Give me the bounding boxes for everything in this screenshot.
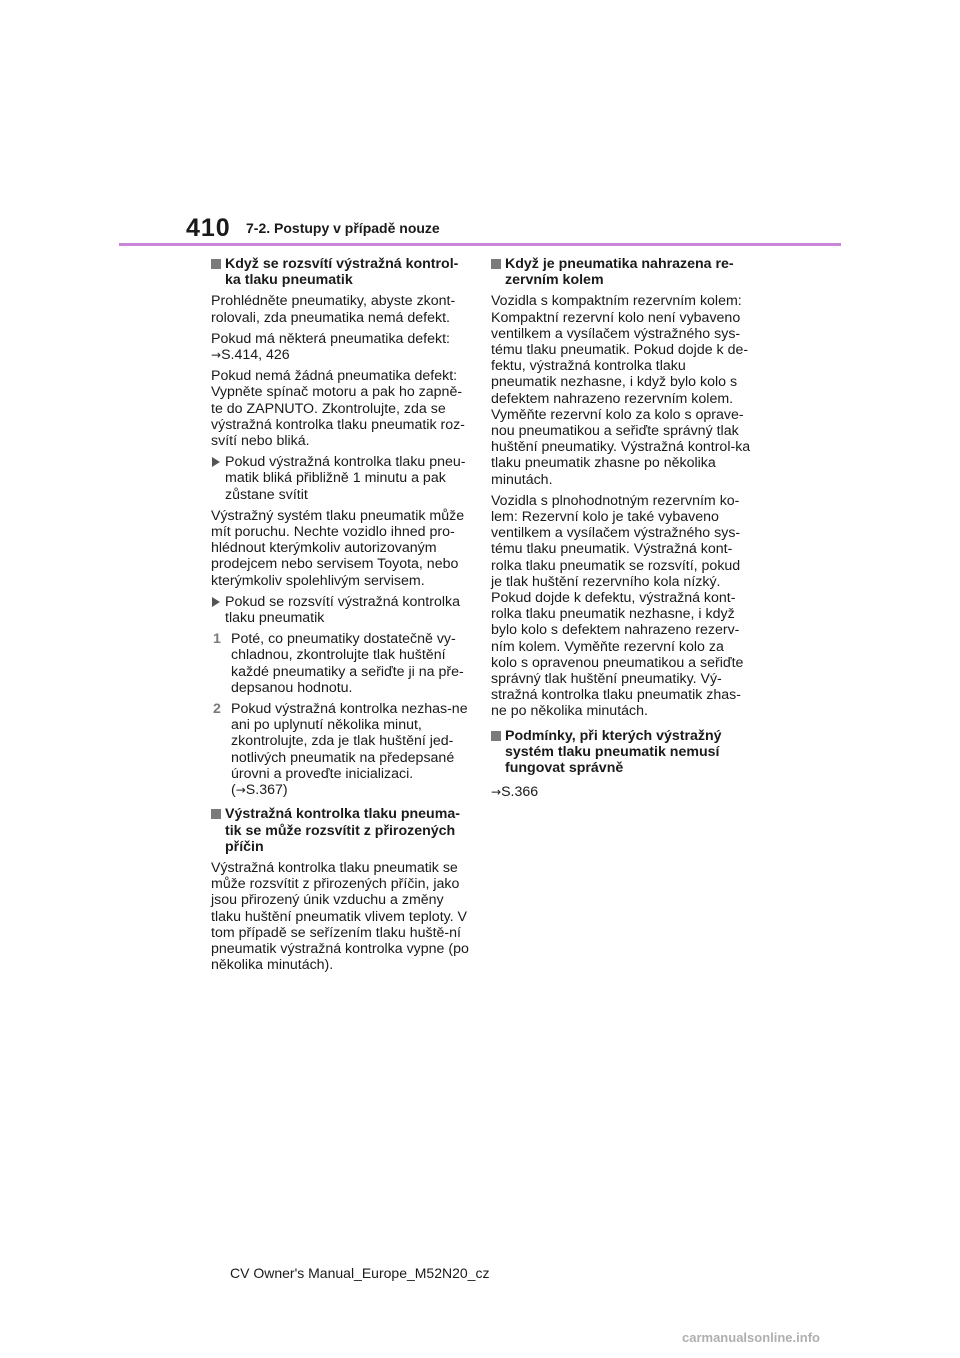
header-divider: [119, 243, 841, 246]
heading-spare-wheel: Když je pneumatika nahrazena re-zervním kolem: [491, 256, 753, 288]
heading-warning-light-on: Když se rozsvítí výstražná kontrol-ka tlaku pneumatik: [211, 256, 469, 288]
heading-system-conditions: Podmínky, při kterých výstražný systém tlaku pneumatik nemusí fungovat správně: [491, 728, 753, 777]
arrow-right-icon: →: [491, 785, 502, 800]
heading-natural-causes: Výstražná kontrolka tlaku pneuma-tik se může rozsvítit z přirozených příčin: [211, 806, 469, 855]
step-number: 2: [213, 701, 221, 718]
paragraph: Vozidla s plnohodnotným rezervním ko-lem: Rezervní kolo je také vybaveno ventilkem a vysílačem výstražného sys-tému tlaku pneumatik. Výstražná kont-rolka tlaku pneumatik se rozsvítí, pokud je tlak huštění rezervního kola nízký. Pokud dojde k defektu, výstražná kont-rolka tlaku pneumatik nezhasne, i když bylo kolo s defektem nahrazeno rezerv-ním kolem. Vyměňte rezervní kolo za kolo s opravenou pneumatikou a seřiďte správný tlak huštění pneumatiky. Vý-stražná kontrolka tlaku pneumatik zhas-ne po několika minutách.: [491, 492, 744, 720]
step-item: 1 Poté, co pneumatiky dostatečně vy-chladnou, zkontrolujte tlak huštění každé pneumatiky a seřiďte ji na pře-depsanou hodnotu.: [213, 631, 464, 696]
triangle-bullet-icon: [212, 597, 220, 607]
step-item: 2 Pokud výstražná kontrolka nezhas-ne ani po uplynutí několika minut, zkontrolujte, zda je tlak huštění jed-notlivých pneumatik na předepsané úrovni a proveďte inicializaci. (→S.367): [213, 701, 468, 799]
square-bullet-icon: [491, 259, 501, 269]
square-bullet-icon: [491, 731, 501, 741]
page-reference-link[interactable]: S.366: [501, 784, 539, 801]
condition-bullet: Pokud výstražná kontrolka tlaku pneu-matik bliká přibližně 1 minutu a pak zůstane svítit: [211, 454, 469, 503]
arrow-right-icon: →: [235, 783, 246, 798]
condition-bullet: Pokud se rozsvítí výstražná kontrolka tlaku pneumatik: [211, 594, 469, 626]
paragraph: Vozidla s kompaktním rezervním kolem: Kompaktní rezervní kolo není vybaveno ventilkem a vysílačem výstražného sys-tému tlaku pneumatik. Pokud dojde k de-fektu, výstražná kontrolka tlaku pneumatik nezhasne, i když bylo kolo s defektem nahrazeno rezervním kolem. Vyměňte rezervní kolo za kolo s oprave-nou pneumatikou a seřiďte správný tlak huštění pneumatiky. Výstražná kontrol-ka tlaku pneumatik zhasne po několika minutách.: [491, 293, 751, 488]
square-bullet-icon: [211, 259, 221, 269]
left-column: [211, 256, 469, 978]
paragraph: Prohlédněte pneumatiky, abyste zkont-rolovali, zda pneumatika nemá defekt.: [211, 293, 456, 326]
page-number: 410: [186, 214, 231, 242]
square-bullet-icon: [211, 809, 221, 819]
triangle-bullet-icon: [212, 457, 220, 467]
section-title: 7-2. Postupy v případě nouze: [246, 220, 440, 236]
paragraph-reference: [491, 784, 753, 800]
footer-manual-name: CV Owner's Manual_Europe_M52N20_cz: [230, 1265, 490, 1281]
paragraph-with-reference: Pokud má některá pneumatika defekt: →S.414, 426: [211, 330, 450, 364]
watermark: carmanualsonline.info: [682, 1330, 820, 1345]
page-reference-link[interactable]: S.367): [245, 782, 288, 799]
paragraph: Výstražný systém tlaku pneumatik může mít poruchu. Nechte vozidlo ihned pro-hlédnout kterýmkoliv autorizovaným prodejcem nebo servisem Toyota, nebo kterýmkoliv spolehlivým servisem.: [211, 507, 465, 589]
step-number: 1: [213, 631, 221, 648]
paragraph: Pokud nemá žádná pneumatika defekt: Vypněte spínač motoru a pak ho zapně-te do ZAPNUTO. Zkontrolujte, zda se výstražná kontrolka tlaku pneumatik roz-svítí nebo bliká.: [211, 368, 465, 450]
right-column: [491, 256, 753, 806]
paragraph: Výstražná kontrolka tlaku pneumatik se může rozsvítit z přirozených příčin, jako jsou přirozený únik vzduchu a změny tlaku huštění pneumatik vlivem teploty. V tom případě se seřízením tlaku huště-ní pneumatik výstražná kontrolka vypne (po několika minutách).: [211, 859, 469, 974]
arrow-right-icon: →: [211, 348, 222, 363]
page-reference-link[interactable]: S.414, 426: [221, 347, 290, 364]
